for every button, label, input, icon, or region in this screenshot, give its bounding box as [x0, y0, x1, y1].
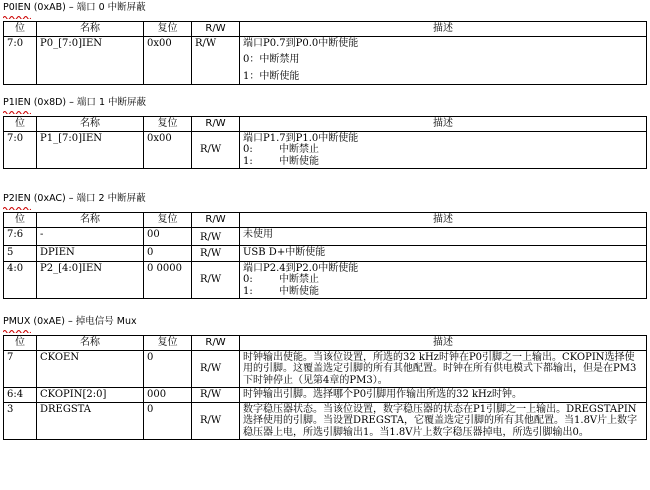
header-desc: 描述: [240, 213, 647, 228]
header-rw: R/W: [192, 213, 240, 228]
desc-line: [243, 144, 643, 156]
bit-cell: 7:6: [4, 227, 37, 245]
header-rw: R/W: [192, 22, 240, 37]
desc-cell: [240, 131, 647, 169]
header-bit: 位: [4, 117, 37, 132]
name-cell: -: [37, 227, 144, 245]
desc-cell: 数字稳压器状态。当该位设置，数字稳压器的状态在P1引脚之一上输出。DREGSTAPIN选择使用的引脚。当设置DREGSTA，它覆盖选定引脚的所有其他配置。当1.8V片上数字稳压器上电，所选引脚输出1。当1.8V片上数字稳压器掉电，所选引脚输出0。: [240, 402, 647, 440]
p2ien-section: [3, 193, 647, 299]
desc-value: 中断使能: [279, 285, 319, 297]
desc-cell: [240, 261, 647, 299]
header-name: 名称: [37, 213, 144, 228]
red-wavy-underline-icon: [3, 206, 31, 210]
desc-key: 1:: [243, 285, 253, 297]
rw-cell: R/W: [192, 131, 240, 169]
table-row: [4, 402, 647, 440]
header-rw: R/W: [192, 117, 240, 132]
bit-cell: 6:4: [4, 388, 37, 403]
desc-key: 0:: [243, 144, 253, 155]
reset-cell: 000: [144, 388, 192, 403]
header-reset: 复位: [144, 22, 192, 37]
reset-cell: 0: [144, 402, 192, 440]
desc-cell: 时钟输出使能。当该位设置，所选的32 kHz时钟在P0引脚之一上输出。CKOPIN选择使用的引脚。这覆盖选定引脚的所有其他配置。时钟在所有供电模式下都输出，但是在PM3下时钟停止（见第4章的PM3）。: [240, 350, 647, 388]
table-header-row: [4, 213, 647, 228]
header-reset: 复位: [144, 213, 192, 228]
rw-cell: R/W: [192, 350, 240, 388]
name-cell: P2_[4:0]IEN: [37, 261, 144, 299]
reset-cell: 0: [144, 350, 192, 388]
p1ien-table: [3, 116, 647, 169]
name-cell: P0_[7:0]IEN: [37, 36, 144, 84]
header-name: 名称: [37, 336, 144, 351]
desc-cell: [240, 36, 647, 84]
p1ien-section: [3, 97, 647, 169]
desc-value: 中断使能: [279, 155, 319, 167]
header-desc: 描述: [240, 336, 647, 351]
pmux-table: [3, 335, 647, 440]
name-cell: CKOEN: [37, 350, 144, 388]
table-row: [4, 261, 647, 299]
reset-cell: 0x00: [144, 36, 192, 84]
desc-line: 1：中断使能: [243, 70, 300, 82]
p2ien-table: [3, 212, 647, 299]
header-name: 名称: [37, 22, 144, 37]
rw-cell: R/W: [192, 388, 240, 403]
name-cell: P1_[7:0]IEN: [37, 131, 144, 169]
p0ien-table: [3, 21, 647, 85]
header-reset: 复位: [144, 117, 192, 132]
rw-cell: R/W: [192, 36, 240, 84]
desc-key: 1:: [243, 155, 253, 167]
rw-cell: R/W: [192, 245, 240, 261]
desc-line: [243, 286, 643, 298]
header-rw: R/W: [192, 336, 240, 351]
bit-cell: 4:0: [4, 261, 37, 299]
name-cell: CKOPIN[2:0]: [37, 388, 144, 403]
table-row: [4, 350, 647, 388]
header-name: 名称: [37, 117, 144, 132]
desc-line: 端口P2.4到P2.0中断使能: [243, 262, 359, 274]
rw-cell: R/W: [192, 227, 240, 245]
header-bit: 位: [4, 22, 37, 37]
table-header-row: [4, 336, 647, 351]
desc-cell: USB D+中断使能: [240, 245, 647, 261]
reset-cell: 0 0000: [144, 261, 192, 299]
bit-cell: 7:0: [4, 36, 37, 84]
header-bit: 位: [4, 336, 37, 351]
table-row: [4, 388, 647, 403]
rw-cell: R/W: [192, 402, 240, 440]
rw-cell: R/W: [192, 261, 240, 299]
p2ien-title: P2IEN (0xAC) – 端口 2 中断屏蔽: [3, 193, 146, 204]
pmux-section: [3, 316, 647, 440]
desc-line: [243, 156, 643, 168]
bit-cell: 3: [4, 402, 37, 440]
table-header-row: [4, 22, 647, 37]
desc-value: 中断禁止: [279, 274, 319, 285]
desc-value: 中断禁止: [279, 144, 319, 155]
table-header-row: [4, 117, 647, 132]
p0ien-title: P0IEN (0xAB) – 端口 0 中断屏蔽: [3, 2, 146, 13]
p0ien-section: [3, 2, 647, 85]
reset-cell: 00: [144, 227, 192, 245]
desc-key: 0:: [243, 274, 253, 285]
pmux-title: PMUX (0xAE) – 掉电信号 Mux: [3, 316, 137, 327]
table-row: [4, 36, 647, 84]
bit-cell: 7:0: [4, 131, 37, 169]
red-wavy-underline-icon: [3, 15, 31, 19]
desc-line: [243, 274, 643, 286]
name-cell: DREGSTA: [37, 402, 144, 440]
red-wavy-underline-icon: [3, 110, 31, 114]
desc-line: 端口P0.7到P0.0中断使能: [243, 37, 359, 49]
header-desc: 描述: [240, 22, 647, 37]
table-row: [4, 227, 647, 245]
reset-cell: 0x00: [144, 131, 192, 169]
table-row: [4, 131, 647, 169]
header-bit: 位: [4, 213, 37, 228]
reset-cell: 0: [144, 245, 192, 261]
desc-line: 0：中断禁用: [243, 54, 300, 65]
desc-cell: 时钟输出引脚。选择哪个P0引脚用作输出所选的32 kHz时钟。: [240, 388, 647, 403]
bit-cell: 5: [4, 245, 37, 261]
header-desc: 描述: [240, 117, 647, 132]
desc-cell: 未使用: [240, 227, 647, 245]
table-row: [4, 245, 647, 261]
desc-line: 端口P1.7到P1.0中断使能: [243, 132, 359, 144]
name-cell: DPIEN: [37, 245, 144, 261]
header-reset: 复位: [144, 336, 192, 351]
red-wavy-underline-icon: [3, 329, 31, 333]
bit-cell: 7: [4, 350, 37, 388]
p1ien-title: P1IEN (0x8D) – 端口 1 中断屏蔽: [3, 97, 147, 108]
